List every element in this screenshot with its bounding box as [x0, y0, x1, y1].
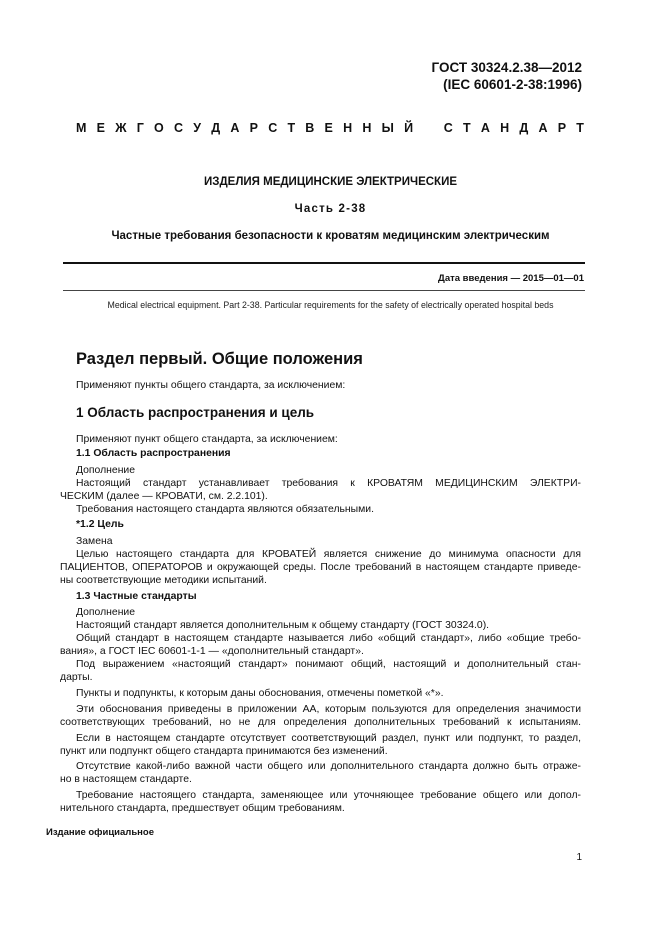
interstate-letter: А [230, 121, 240, 135]
clause11-line3: Требования настоящего стандарта являются обязательными. [76, 504, 374, 515]
clause12-line3: ны соответствующие методики испытаний. [60, 575, 267, 586]
clause12-line1: Целью настоящего стандарта для КРОВАТЕЙ является снижение до минимума опасности для [76, 549, 581, 560]
clause1-heading: 1 Область распространения и цель [76, 405, 315, 420]
interstate-letter: В [305, 121, 315, 135]
interstate-letter: Д [519, 121, 529, 135]
clause1-intro: Применяют пункт общего стандарта, за исключением: [76, 434, 338, 445]
interstate-letter: Н [362, 121, 372, 135]
clause12-line2: ПАЦИЕНТОВ, ОПЕРАТОРОВ и окружающей среды. После требований в настоящем стандарте приведе- [60, 562, 581, 573]
clause13-line: Требование настоящего стандарта, заменяющее или уточняющее требование общего или допол- [76, 790, 581, 801]
interstate-letter: Т [287, 121, 296, 135]
clause13-line: но в настоящем стандарте. [60, 774, 192, 785]
interstate-letter: Ы [381, 121, 394, 135]
interstate-letter: Д [211, 121, 221, 135]
interstate-letter: Е [324, 121, 333, 135]
clause13-line: Настоящий стандарт является дополнительным к общему стандарту (ГОСТ 30324.0). [76, 620, 490, 631]
section-heading: Раздел первый. Общие положения [76, 350, 363, 368]
clause12-label: Замена [76, 536, 113, 547]
clause13-line: Эти обоснования приведены в приложении АА, которым пользуются для определения значимости [76, 704, 581, 715]
clause13-label: Дополнение [76, 607, 136, 618]
clause13-line: Отсутствие какой-либо важной части общего или дополнительного стандарта должно быть отраже- [76, 761, 581, 772]
page-number: 1 [576, 852, 582, 863]
edition-label: Издание официальное [46, 827, 154, 838]
interstate-letter: Т [462, 121, 471, 135]
interstate-letter: Р [557, 121, 567, 135]
clause13-line: вания», а ГОСТ IEC 60601-1-1 — «дополнительный стандарт». [60, 646, 364, 657]
interstate-letter: У [193, 121, 202, 135]
clause12-heading: *1.2 Цель [76, 519, 124, 530]
interstate-letter: С [268, 121, 278, 135]
clause13-line: нительного стандарта, предшествует общим требованиям. [60, 803, 345, 814]
interstate-letter: Т [576, 121, 584, 135]
iec-number: (IEC 60601-2-38:1996) [443, 77, 582, 92]
interstate-letter: Р [249, 121, 258, 135]
clause11-line1: Настоящий стандарт устанавливает требования к КРОВАТЯМ МЕДИЦИНСКИМ ЭЛЕКТРИ- [76, 478, 581, 489]
introduction-date: Дата введения — 2015—01—01 [438, 273, 584, 284]
clause13-heading: 1.3 Частные стандарты [76, 591, 197, 602]
gost-number: ГОСТ 30324.2.38—2012 [431, 60, 582, 75]
interstate-letter: Ж [115, 121, 127, 135]
interstate-letter: С [174, 121, 184, 135]
clause13-line: дарты. [60, 672, 93, 683]
clause11-heading: 1.1 Область распространения [76, 448, 231, 459]
title-line3: Частные требования безопасности к кроватям медицинским электрическим [111, 230, 550, 242]
interstate-letter: Й [404, 121, 414, 135]
title-divider [63, 262, 585, 264]
section-intro: Применяют пункты общего стандарта, за исключением: [76, 380, 346, 391]
interstate-letter: Н [500, 121, 510, 135]
clause13-line: Если в настоящем стандарте отсутствует соответствующий раздел, пункт или подпункт, то раздел, [76, 733, 581, 744]
clause13-line: соответствующих требований, но не для определения дополнительных требований к испытаниям. [60, 717, 581, 728]
interstate-letter: Н [343, 121, 353, 135]
clause13-line: пункт или подпункт общего стандарта принимаются без изменений. [60, 746, 388, 757]
interstate-letter: Г [136, 121, 144, 135]
interstate-letter: А [538, 121, 548, 135]
interstate-letter: Е [96, 121, 105, 135]
date-divider [63, 290, 585, 291]
interstate-letter: О [154, 121, 164, 135]
clause13-line: Пункты и подпункты, к которым даны обоснования, отмечены пометкой «*». [76, 688, 444, 699]
clause11-label: Дополнение [76, 465, 136, 476]
title-part: Часть 2-38 [294, 203, 367, 215]
interstate-letter: А [480, 121, 490, 135]
clause13-line: Под выражением «настоящий стандарт» понимают общий, настоящий и дополнительный стан- [76, 659, 581, 670]
interstate-letter: С [443, 121, 453, 135]
title-line1: ИЗДЕЛИЯ МЕДИЦИНСКИЕ ЭЛЕКТРИЧЕСКИЕ [203, 176, 458, 188]
interstate-standard-heading [76, 121, 584, 135]
clause11-line2: ЧЕСКИМ (далее — КРОВАТИ, см. 2.2.101). [60, 491, 268, 502]
interstate-letter: М [76, 121, 87, 135]
english-title: Medical electrical equipment. Part 2-38. Particular requirements for the safety of electrically operated hospital beds [107, 300, 554, 310]
clause13-line: Общий стандарт в настоящем стандарте называется либо «общий стандарт», либо «общие требо- [76, 633, 581, 644]
